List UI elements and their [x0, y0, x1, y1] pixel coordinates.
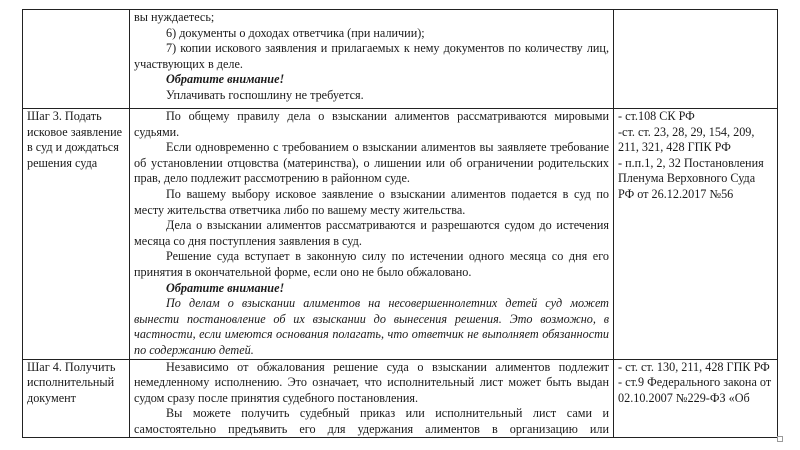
table-row — [23, 109, 778, 360]
paragraph: Независимо от обжалования решение суда о взыскании алиментов подлежит немедленному исполнению. Это означает, что исполнительный лист может быть выдан судом сразу после принятия судебного постановления. — [134, 359, 609, 405]
paragraph: Дела о взыскании алиментов рассматриваются и разрешаются судом до истечения месяца со дня поступления заявления в суд. — [134, 218, 609, 248]
description-cell — [130, 109, 614, 360]
references-cell — [614, 10, 778, 109]
table-resize-handle[interactable] — [777, 436, 783, 442]
paragraph: По вашему выбору исковое заявление о взыскании алиментов подается в суд по месту жительства ответчика либо по вашему месту жительства. — [134, 186, 609, 217]
legal-reference: - ст.9 Федерального закона от 02.10.2007 №229-ФЗ «Об — [618, 375, 772, 405]
legal-reference: - п.п.1, 2, 32 Постановления Пленума Верховного Суда РФ от 26.12.2017 №56 — [618, 155, 764, 201]
references-cell — [614, 109, 778, 360]
references-cell — [614, 359, 778, 438]
paragraph: 6) документы о доходах ответчика (при наличии); — [166, 25, 425, 40]
table-row — [23, 359, 778, 438]
table-row — [23, 10, 778, 109]
paragraph: 7) копии искового заявления и прилагаемых к нему документов по количеству лиц, участвующих в деле. — [134, 41, 609, 71]
step-cell: Шаг 3. Подать исковое заявление в суд и дождаться решения суда — [23, 109, 130, 360]
paragraph: По общему правилу дела о взыскании алиментов рассматриваются мировыми судьями. — [134, 109, 609, 139]
paragraph: Если одновременно с требованием о взыскании алиментов вы заявляете требование об установлении отцовства (материнства), о лишении или об ограничении родительских прав, дело подлежит рассмотрению в районном суде. — [134, 140, 609, 186]
steps-table — [22, 9, 778, 438]
paragraph: Вы можете получить судебный приказ или исполнительный лист сами и самостоятельно предъявить его для удержания алиментов в организацию или — [134, 406, 609, 436]
legal-reference: - ст.108 СК РФ — [618, 109, 695, 123]
description-cell — [130, 10, 614, 109]
legal-reference: -ст. ст. 23, 28, 29, 154, 209, 211, 321, 428 ГПК РФ — [618, 124, 755, 155]
step-cell: Шаг 4. Получить исполнительный документ — [23, 359, 130, 438]
paragraph: вы нуждаетесь; — [134, 10, 215, 24]
step-cell — [23, 10, 130, 109]
paragraph: Уплачивать госпошлину не требуется. — [166, 87, 364, 102]
paragraph: Решение суда вступает в законную силу по истечении одного месяца со дня его принятия в окончательной форме, если оно не было обжаловано. — [134, 249, 609, 279]
attention-note: По делам о взыскании алиментов на несовершеннолетних детей суд может вынести постановление об их взыскании до вынесения решения. Это возможно, в частности, если имеются основания полагать, что ответчик не выполняет обязанности по содержанию детей. — [134, 296, 609, 357]
attention-heading: Обратите внимание! — [166, 72, 285, 87]
legal-reference: - ст. ст. 130, 211, 428 ГПК РФ — [618, 359, 770, 374]
attention-heading: Обратите внимание! — [166, 280, 285, 295]
description-cell — [130, 359, 614, 438]
